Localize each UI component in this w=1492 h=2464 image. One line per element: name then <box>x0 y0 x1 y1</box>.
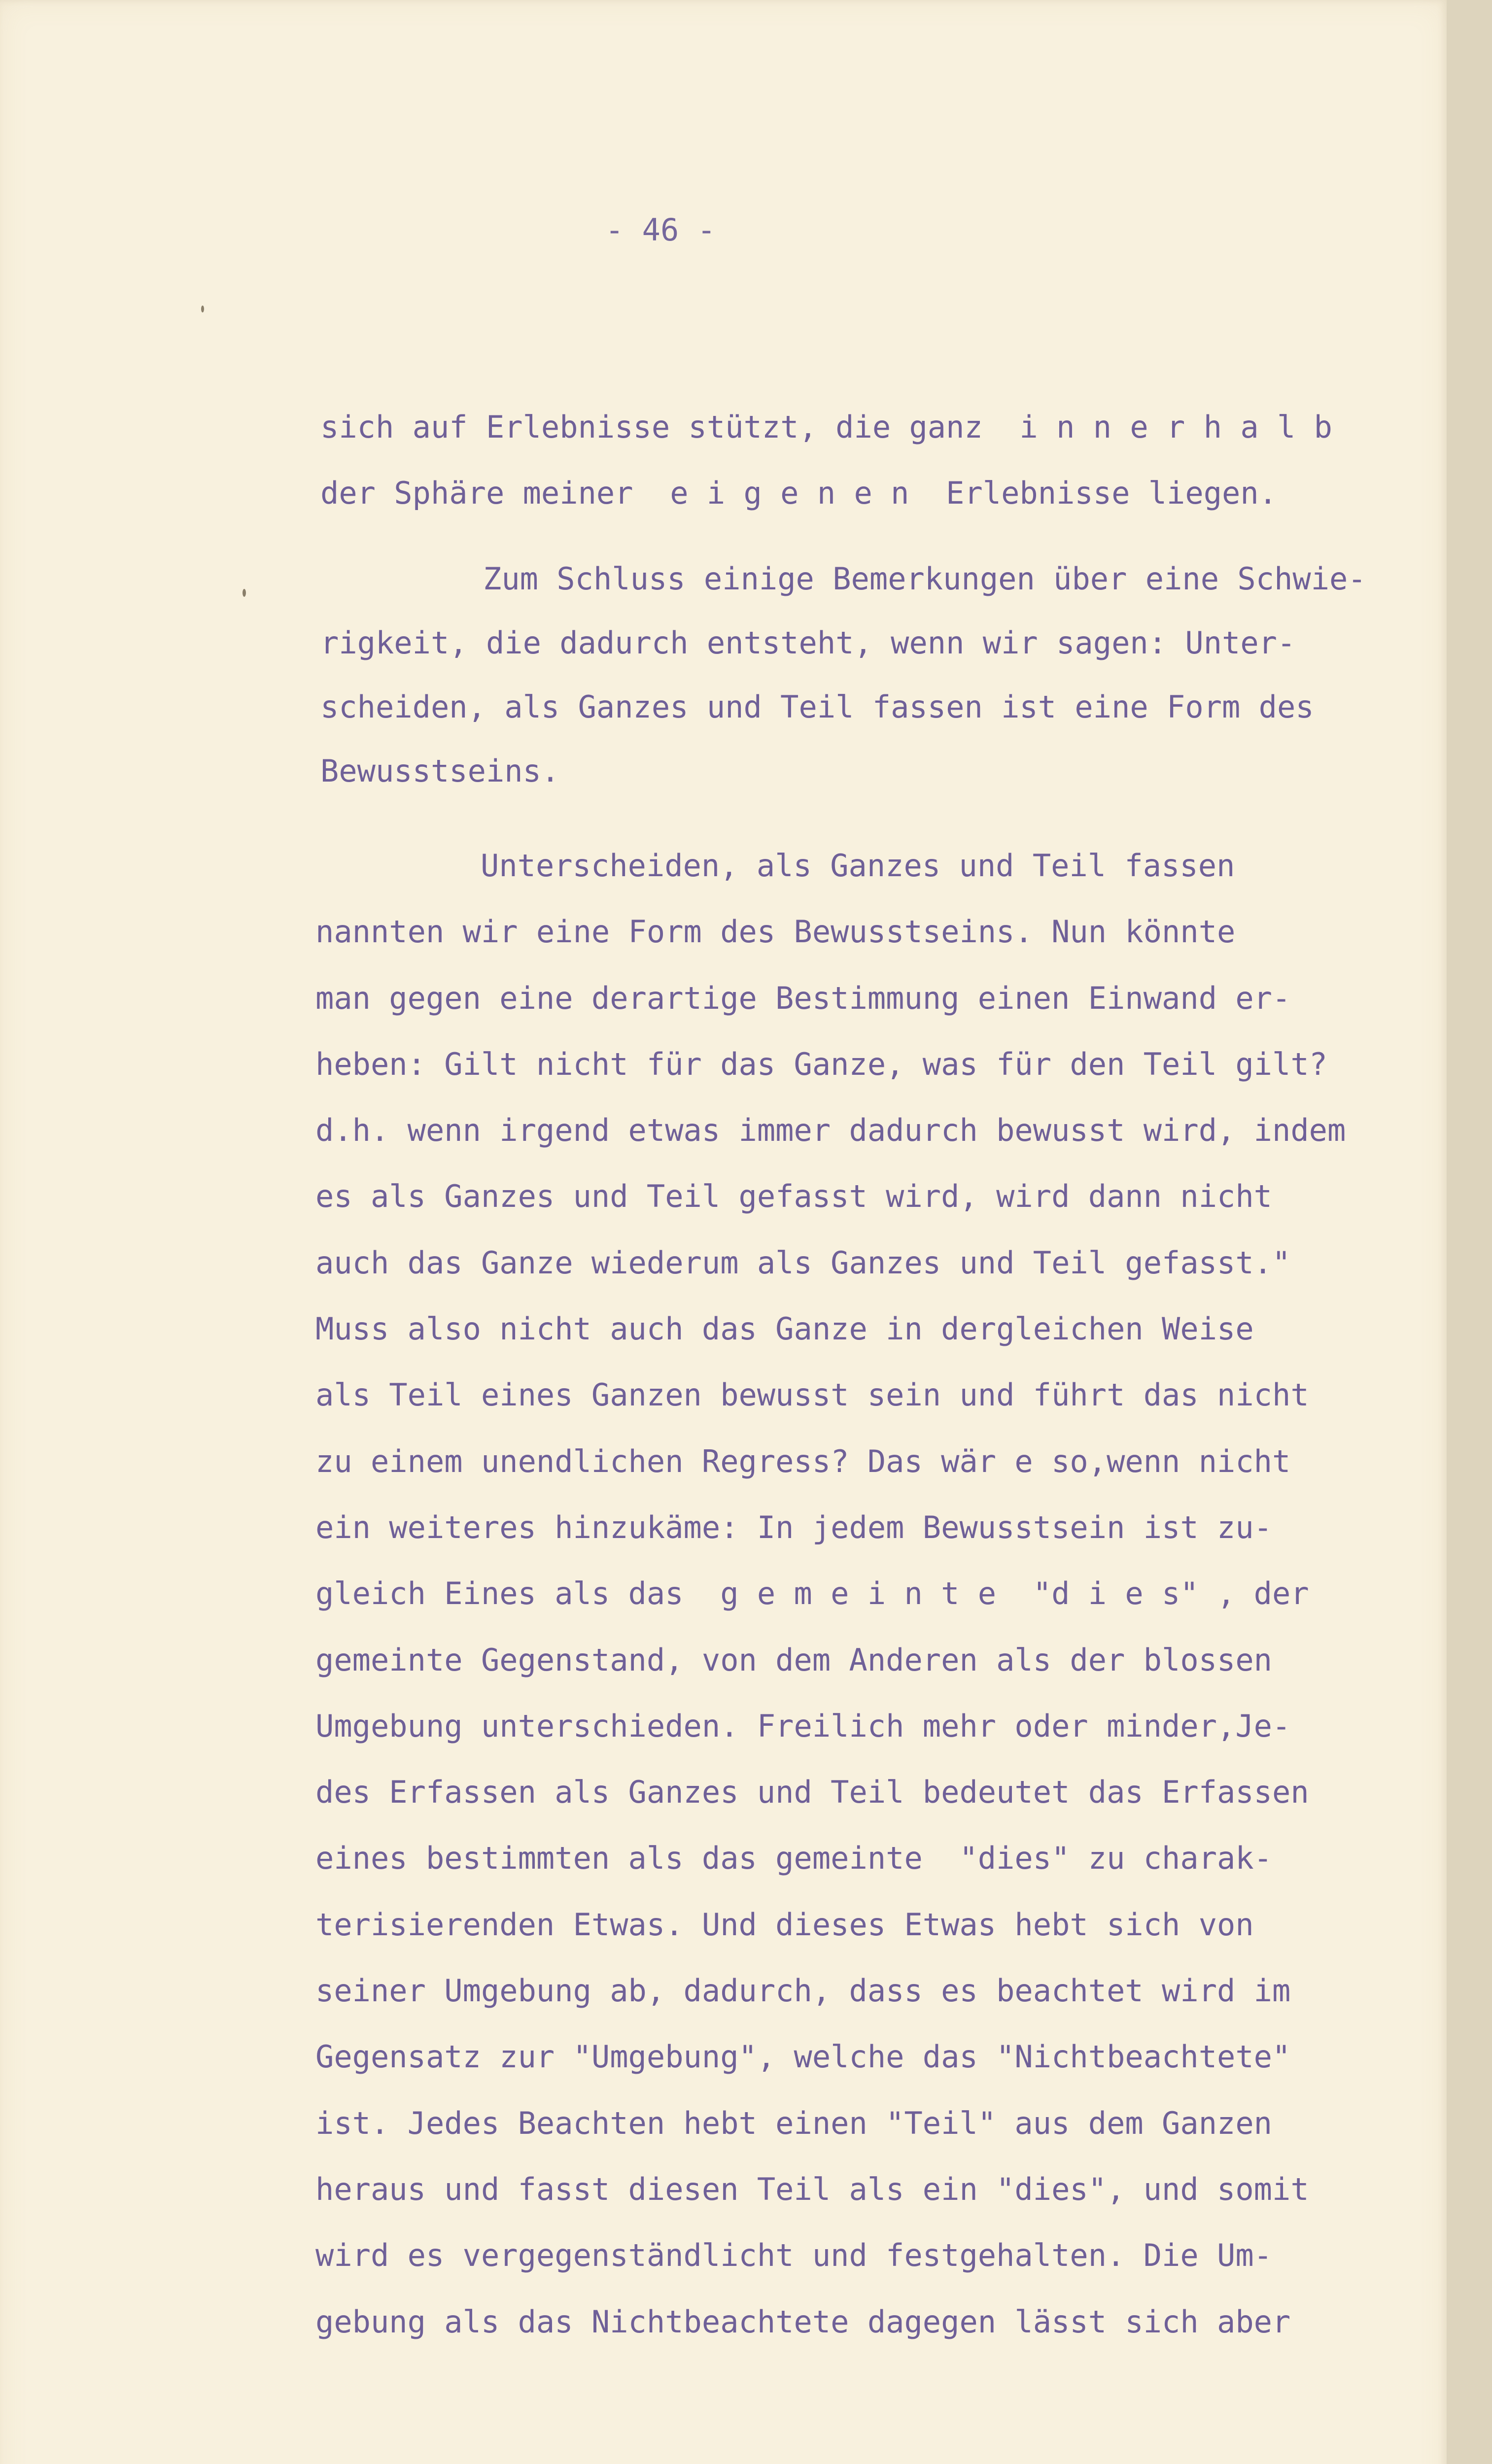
paragraph-1 <box>0 394 1332 526</box>
text-line: wird es vergegenständlicht und festgehalten. Die Um- <box>315 2237 1273 2274</box>
text-line: ist. Jedes Beachten hebt einen "Teil" aus dem Ganzen <box>315 2105 1273 2141</box>
text-line: Umgebung unterschieden. Freilich mehr oder minder,Je- <box>315 1708 1291 1744</box>
text-line: man gegen eine derartige Bestimmung einen Einwand er- <box>315 980 1291 1016</box>
page-number: - 46 - <box>605 212 716 248</box>
text-line: heraus und fasst diesen Teil als ein "dies", und somit <box>315 2171 1309 2207</box>
paper-speck <box>201 306 204 312</box>
scan-backing-edge <box>1447 0 1492 2464</box>
text-line: der Sphäre meiner e i g e n e n Erlebnisse liegen. <box>320 475 1278 511</box>
text-line: Unterscheiden, als Ganzes und Teil fassen <box>481 848 1235 884</box>
text-line: Muss also nicht auch das Ganze in dergleichen Weise <box>315 1311 1254 1347</box>
text-line: sich auf Erlebnisse stützt, die ganz i n n e r h a l b <box>320 409 1332 445</box>
text-line: als Teil eines Ganzen bewusst sein und führt das nicht <box>315 1377 1309 1413</box>
text-line: Zum Schluss einige Bemerkungen über eine Schwie- <box>483 561 1366 597</box>
text-line: terisierenden Etwas. Und dieses Etwas hebt sich von <box>315 1906 1254 1943</box>
text-line: d.h. wenn irgend etwas immer dadurch bewusst wird, indem <box>315 1112 1346 1149</box>
text-line: ein weiteres hinzukäme: In jedem Bewusstsein ist zu- <box>315 1509 1273 1545</box>
paragraph-2 <box>0 547 1366 803</box>
text-line: zu einem unendlichen Regress? Das wär e so,wenn nicht <box>315 1443 1291 1479</box>
text-line: gleich Eines als das g e m e i n t e "d i e s" , der <box>315 1575 1309 1612</box>
text-line: seiner Umgebung ab, dadurch, dass es beachtet wird im <box>315 1973 1291 2009</box>
paper-speck <box>243 589 246 597</box>
text-line: rigkeit, die dadurch entsteht, wenn wir sagen: Unter- <box>320 625 1296 661</box>
text-line: heben: Gilt nicht für das Ganze, was für den Teil gilt? <box>315 1046 1327 1082</box>
text-line: auch das Ganze wiederum als Ganzes und Teil gefasst." <box>315 1244 1291 1281</box>
paragraph-3 <box>0 833 1346 2355</box>
text-line: eines bestimmten als das gemeinte "dies" zu charak- <box>315 1840 1273 1877</box>
text-line: gebung als das Nichtbeachtete dagegen lässt sich aber <box>315 2303 1291 2340</box>
text-line: Gegensatz zur "Umgebung", welche das "Nichtbeachtete" <box>315 2039 1291 2075</box>
text-line: scheiden, als Ganzes und Teil fassen ist eine Form des <box>320 689 1314 725</box>
text-line: des Erfassen als Ganzes und Teil bedeutet das Erfassen <box>315 1774 1309 1811</box>
text-line: gemeinte Gegenstand, von dem Anderen als der blossen <box>315 1642 1273 1678</box>
text-line: nannten wir eine Form des Bewusstseins. Nun könnte <box>315 914 1236 950</box>
text-line: es als Ganzes und Teil gefasst wird, wird dann nicht <box>315 1178 1273 1215</box>
text-line: Bewusstseins. <box>320 753 560 789</box>
